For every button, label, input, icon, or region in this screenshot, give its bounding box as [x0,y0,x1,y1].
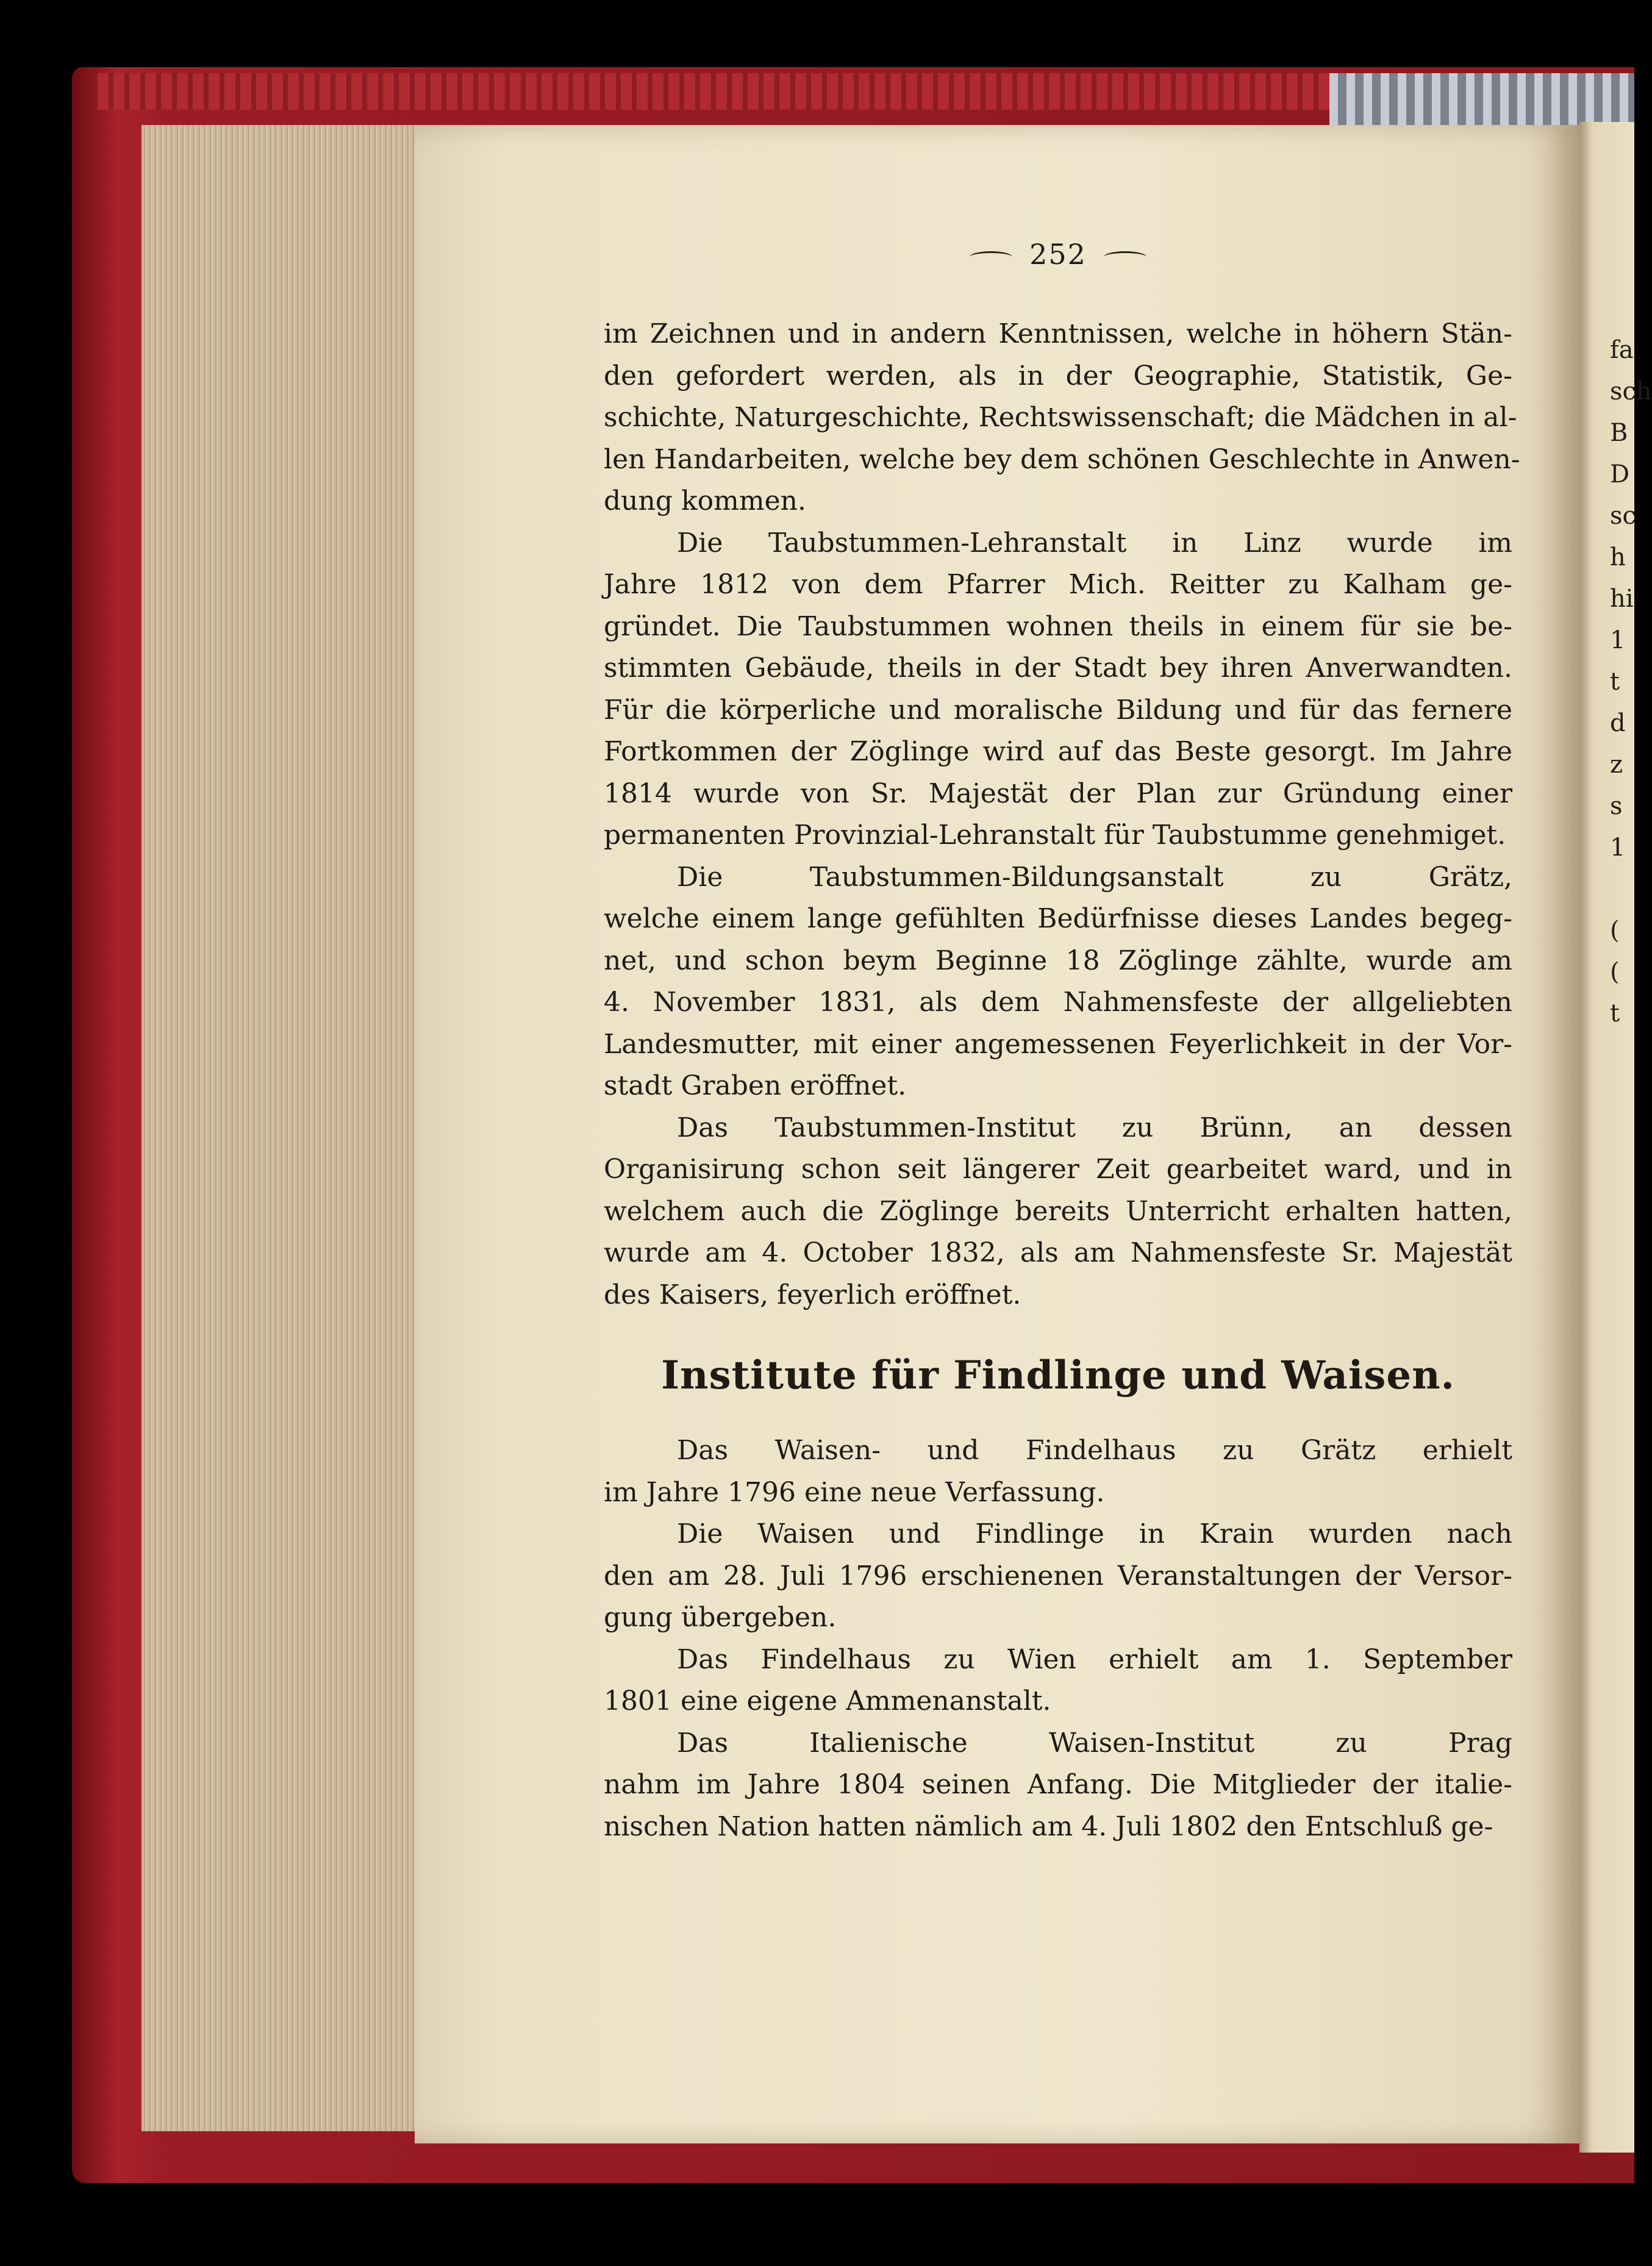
page-header [604,238,1512,271]
paragraph [604,523,1512,857]
text-line: den gefordert werden, als in der Geographie, Statistik, Ge- [604,360,1512,391]
text-line: Die Waisen und Findlinge in Krain wurden nach [677,1518,1512,1549]
text-line: Das Italienische Waisen-Institut zu Prag [677,1727,1512,1759]
fragment-letter: D [1610,460,1630,488]
text-line: stadt Graben eröffnet. [604,1070,907,1101]
fragment-letter: z [1610,751,1623,779]
fragment-letter: ( [1610,917,1620,945]
text-line: permanenten Provinzial-Lehranstalt für Taubstumme genehmiget. [604,820,1506,851]
fragment-letter: 1 [1610,834,1626,862]
fragment-letter [1610,868,1634,910]
fragment-letter: s [1610,792,1623,820]
paragraph [604,857,1512,1107]
fragment-letter: h [1610,543,1626,571]
text-line: des Kaisers, feyerlich eröffnet. [604,1279,1021,1310]
fragment-letter: fa [1610,336,1634,364]
section-before-heading [604,313,1520,1316]
text-line: dung kommen. [604,485,806,516]
text-line: wurde am 4. October 1832, als am Nahmensfeste Sr. Majestät [604,1237,1512,1268]
text-line: Fortkommen der Zöglinge wird auf das Beste gesorgt. Im Jahre [604,736,1512,767]
ornament-right [1104,251,1146,263]
text-line: welche einem lange gefühlten Bedürfnisse dieses Landes begeg- [604,903,1512,934]
text-line: gründet. Die Taubstummen wohnen theils in einem für sie be- [604,610,1512,642]
text-line: im Jahre 1796 eine neue Verfassung. [604,1476,1105,1508]
text-line: welchem auch die Zöglinge bereits Unterricht erhalten hatten, [604,1195,1512,1227]
paragraph [604,1723,1512,1848]
text-line: Für die körperliche und moralische Bildung und für das fernere [604,694,1512,726]
fragment-letter: ( [1610,958,1620,986]
text-line: Das Taubstummen-Institut zu Brünn, an dessen [677,1112,1512,1143]
paragraph [604,313,1520,523]
text-line: 1801 eine eigene Ammenanstalt. [604,1685,1051,1717]
fragment-letter: B [1610,419,1628,447]
section-after-heading [604,1430,1512,1848]
paragraph [604,1639,1512,1723]
paragraph [604,1107,1512,1317]
fragment-letter: t [1610,999,1620,1028]
text-line: 1814 wurde von Sr. Majestät der Plan zur Gründung einer [604,777,1512,809]
text-line: nahm im Jahre 1804 seinen Anfang. Die Mitglieder der italie- [604,1769,1512,1800]
text-line: Organisirung schon seit längerer Zeit gearbeitet ward, und in [604,1154,1512,1185]
text-line: len Handarbeiten, welche bey dem schönen Geschlechte in Anwen- [604,443,1520,475]
text-line: im Zeichnen und in andern Kenntnissen, welche in höhern Stän- [604,318,1512,349]
fragment-letter: hi [1610,585,1634,613]
fragment-letter: d [1610,709,1626,737]
text-line: schichte, Naturgeschichte, Rechtswissenschaft; die Mädchen in al- [604,402,1517,433]
text-line: nischen Nation hatten nämlich am 4. Juli 1802 den Entschluß ge- [604,1810,1493,1842]
text-line: 4. November 1831, als dem Nahmensfeste der allgeliebten [604,987,1512,1018]
ornament-left [970,251,1012,263]
text-line: Die Taubstummen-Bildungsanstalt zu Grätz, [677,861,1512,893]
section-heading: Institute für Findlinge und Waisen. [661,1353,1455,1398]
text-line: gung übergeben. [604,1602,837,1633]
text-line: Die Taubstummen-Lehranstalt in Linz wurde im [677,527,1512,559]
page-text [604,238,1520,1848]
text-line: Das Waisen- und Findelhaus zu Grätz erhielt [677,1435,1512,1466]
text-line: Jahre 1812 von dem Pfarrer Mich. Reitter zu Kalham ge- [604,569,1512,600]
fragment-letter: sc [1610,502,1636,530]
fragment-letter: sch [1610,377,1652,406]
paragraph [604,1430,1512,1514]
paragraph [604,1514,1512,1639]
fragment-letter: t [1610,668,1620,696]
text-line: Landesmutter, mit einer angemessenen Feyerlichkeit in der Vor- [604,1028,1512,1060]
page-number: 252 [1029,238,1087,271]
fragment-letter: 1 [1610,626,1626,654]
facing-page-fragments [1610,329,1652,1034]
text-line: stimmten Gebäude, theils in der Stadt bey ihren Anverwandten. [604,652,1512,684]
page-stack-edge [141,125,418,2131]
text-line: Das Findelhaus zu Wien erhielt am 1. September [677,1643,1512,1675]
text-line: net, und schon beym Beginne 18 Zöglinge zählte, wurde am [604,945,1512,976]
text-line: den am 28. Juli 1796 erschienenen Veranstaltungen der Versor- [604,1560,1512,1592]
